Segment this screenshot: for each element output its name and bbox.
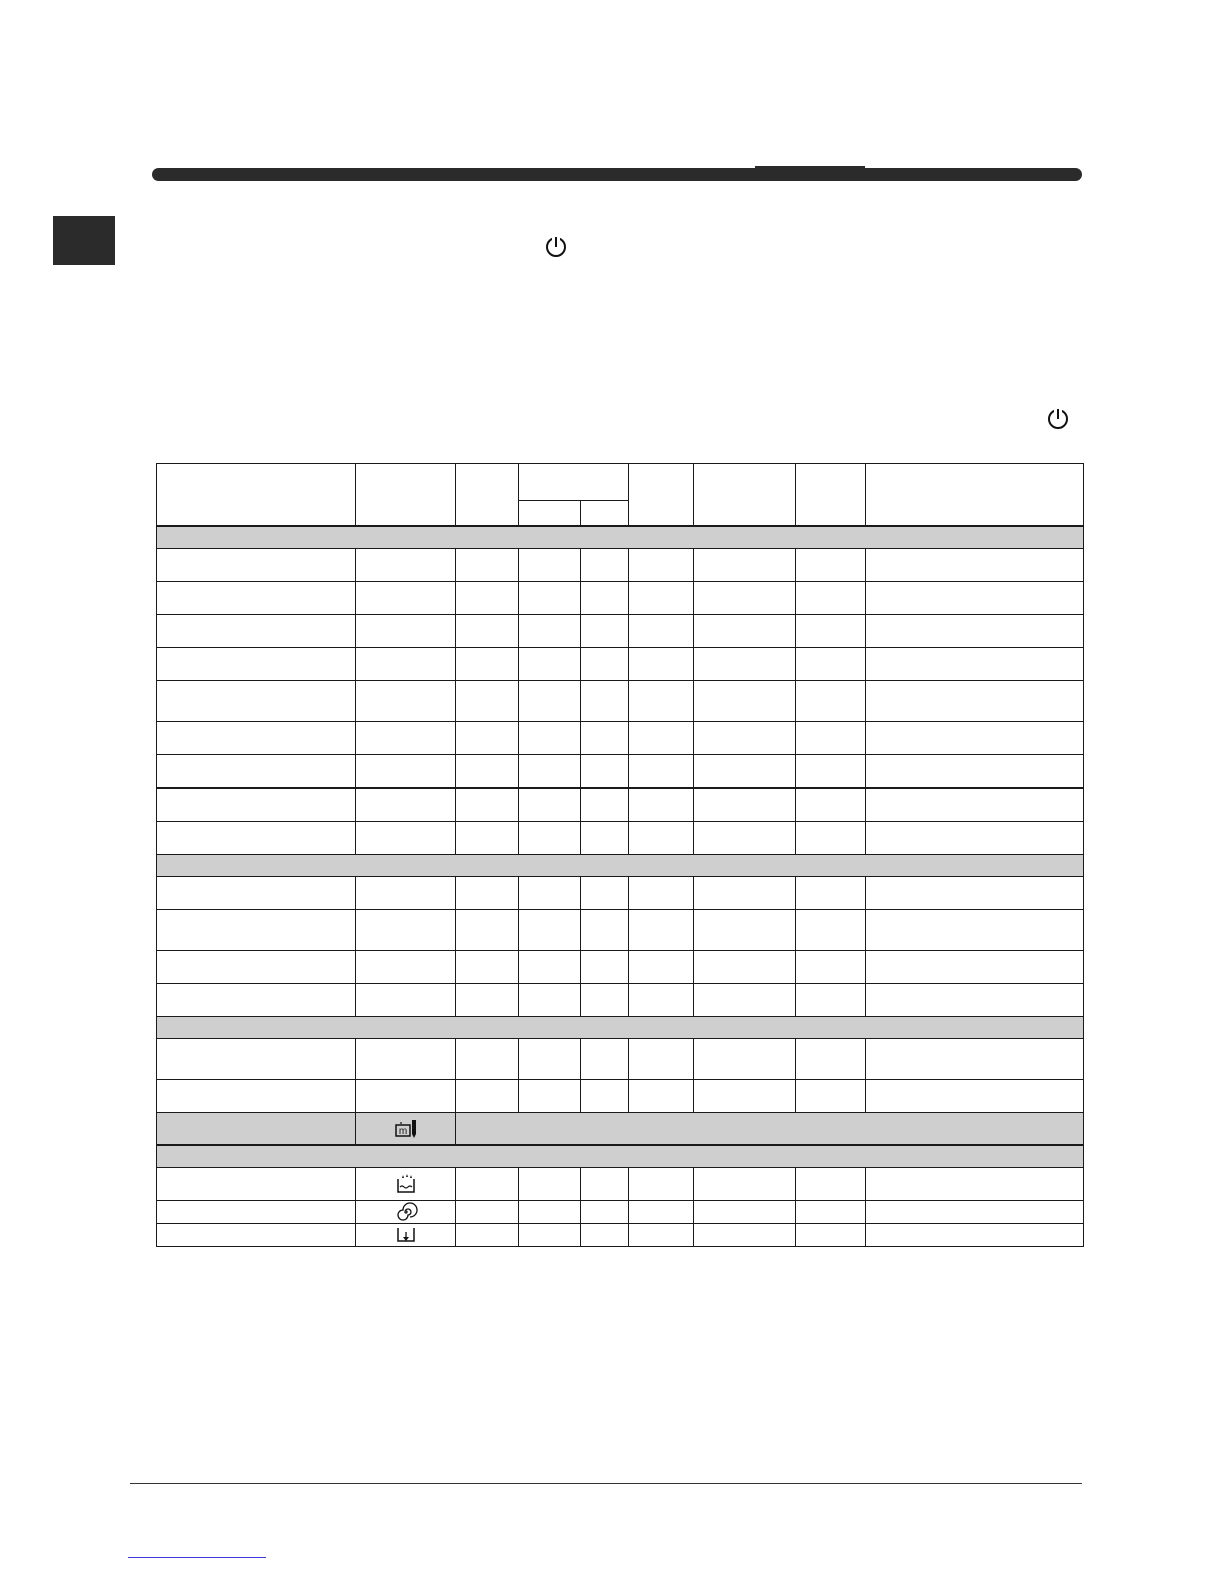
table-row	[157, 1201, 1084, 1224]
table-row	[157, 1039, 1084, 1080]
header-cell	[694, 464, 796, 527]
section-row	[157, 526, 1084, 549]
drain-icon	[393, 1224, 419, 1246]
section-row	[157, 855, 1084, 877]
power-icon	[543, 233, 569, 259]
m-pencil-icon	[393, 1118, 419, 1140]
rinse-icon	[393, 1173, 419, 1195]
power-icon	[1045, 405, 1071, 431]
table-row	[157, 1168, 1084, 1201]
header-cell	[866, 464, 1084, 527]
table-row	[157, 615, 1084, 648]
table-row	[157, 788, 1084, 822]
table-row	[157, 648, 1084, 681]
table-row	[157, 722, 1084, 755]
header-cell	[629, 464, 694, 527]
programme-table	[156, 463, 1084, 1247]
table-header-row	[157, 464, 1084, 501]
section-row	[157, 1017, 1084, 1039]
header-cell	[157, 464, 356, 527]
personalised-row	[157, 1113, 1084, 1146]
footer-divider	[130, 1483, 1082, 1484]
header-cell	[796, 464, 866, 527]
table-row	[157, 984, 1084, 1017]
language-tab	[53, 216, 115, 265]
table-row	[157, 1080, 1084, 1113]
table-row	[157, 755, 1084, 789]
table-row	[157, 681, 1084, 722]
table-row	[157, 822, 1084, 855]
table-row	[157, 1224, 1084, 1247]
spin-icon	[393, 1201, 419, 1223]
header-cell-group	[519, 464, 629, 501]
header-cell	[456, 464, 519, 527]
svg-text:m: m	[398, 1125, 407, 1137]
table-row	[157, 951, 1084, 984]
table-row	[157, 910, 1084, 951]
header-cell	[356, 464, 456, 527]
section-title-bar	[152, 168, 1082, 181]
table-row	[157, 877, 1084, 910]
header-subcell	[581, 501, 629, 527]
table-row	[157, 582, 1084, 615]
bottom-link-underline[interactable]	[128, 1557, 266, 1558]
section-row	[157, 1145, 1084, 1168]
table-row	[157, 549, 1084, 582]
header-subcell	[519, 501, 581, 527]
